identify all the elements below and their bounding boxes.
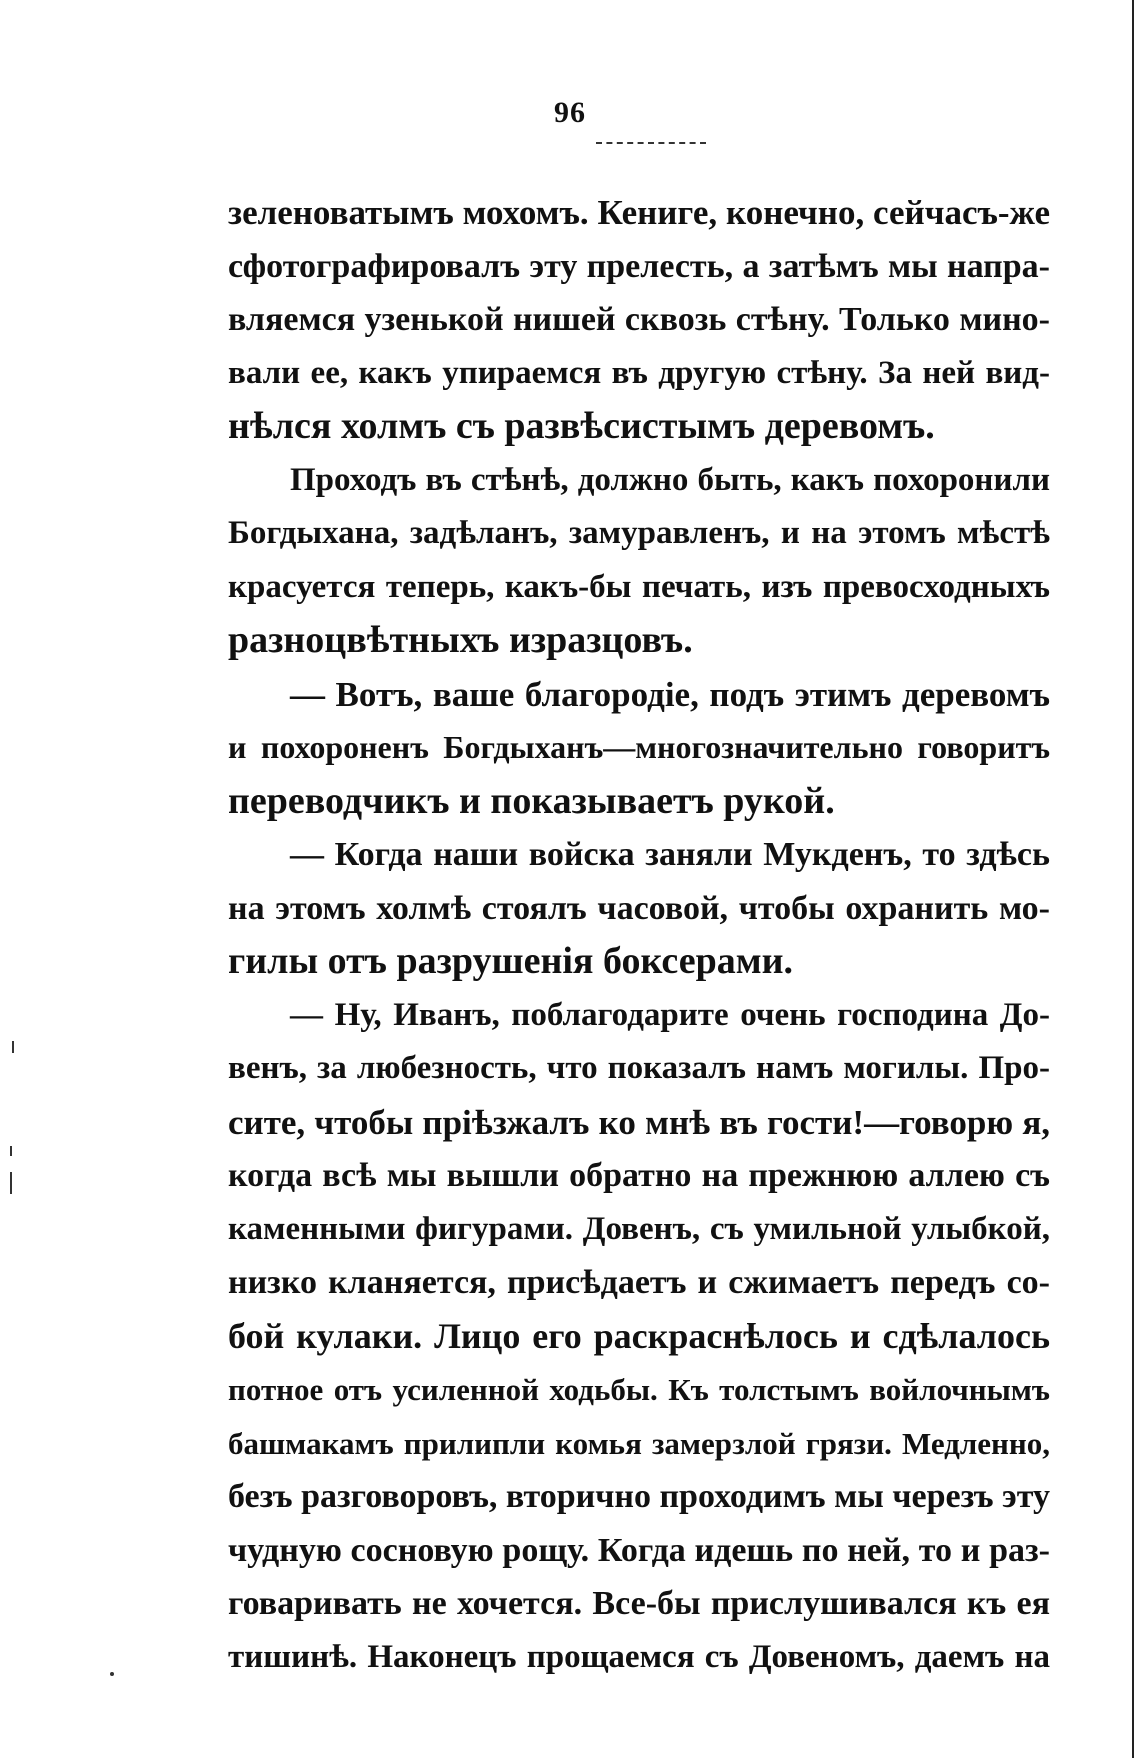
- text-line: вали ее, какъ упираемся въ другую стѣну. За ней вид-: [228, 354, 1050, 391]
- text-line: — Ну, Иванъ, поблагодарите очень господина До-: [290, 996, 1050, 1033]
- text-line: зеленоватымъ мохомъ. Кениге, конечно, сейчасъ-же: [228, 193, 1050, 232]
- text-line: башмакамъ прилипли комья замерзлой грязи. Медленно,: [228, 1425, 1050, 1461]
- text-line: на этомъ холмѣ стоялъ часовой, чтобы охранить мо-: [228, 889, 1050, 927]
- text-line: переводчикъ и показываетъ рукой.: [228, 779, 835, 822]
- margin-dot: [110, 1672, 114, 1676]
- text-line: Проходъ въ стѣнѣ, должно быть, какъ похоронили: [290, 461, 1050, 498]
- text-line: Богдыхана, задѣланъ, замуравленъ, и на этомъ мѣстѣ: [228, 515, 1050, 551]
- body-text: [228, 186, 1050, 1684]
- text-line: потное отъ усиленной ходьбы. Къ толстымъ войлочнымъ: [228, 1372, 1050, 1407]
- text-line: гилы отъ разрушенія боксерами.: [228, 940, 794, 982]
- page-number-rule: [596, 142, 706, 144]
- page-number: 96: [554, 96, 586, 129]
- text-line: сите, чтобы пріѣзжалъ ко мнѣ въ гости!—говорю я,: [228, 1102, 1050, 1142]
- text-line: когда всѣ мы вышли обратно на прежнюю аллею съ: [228, 1157, 1050, 1194]
- text-line: каменными фигурами. Довенъ, съ умильной улыбкой,: [228, 1210, 1050, 1247]
- text-line: красуется теперь, какъ-бы печать, изъ превосходныхъ: [228, 568, 1050, 605]
- text-line: — Когда наши войска заняли Мукденъ, то здѣсь: [290, 836, 1050, 873]
- text-line: нѣлся холмъ съ развѣсистымъ деревомъ.: [228, 405, 935, 447]
- text-line: бой кулаки. Лицо его раскраснѣлось и сдѣлалось: [228, 1315, 1050, 1356]
- text-line: чудную сосновую рощу. Когда идешь по ней, то и раз-: [228, 1531, 1050, 1569]
- text-line: говаривать не хочется. Все-бы прислушивался къ ея: [228, 1585, 1050, 1622]
- text-line: разноцвѣтныхъ изразцовъ.: [228, 619, 693, 661]
- margin-mark: [10, 1172, 12, 1194]
- margin-mark: [10, 1146, 12, 1156]
- margin-mark: [12, 1041, 14, 1053]
- text-line: тишинѣ. Наконецъ прощаемся съ Довеномъ, даемъ на: [228, 1638, 1050, 1675]
- text-line: низко кланяется, присѣдаетъ и сжимаетъ передъ со-: [228, 1264, 1050, 1301]
- page-edge-line: [1132, 0, 1134, 1758]
- text-line: — Вотъ, ваше благородіе, подъ этимъ деревомъ: [290, 674, 1050, 714]
- text-line: венъ, за любезность, что показалъ намъ могилы. Про-: [228, 1050, 1050, 1086]
- text-line: сфотографировалъ эту прелесть, а затѣмъ мы напра-: [228, 247, 1050, 285]
- text-line: безъ разговоровъ, вторично проходимъ мы черезъ эту: [228, 1478, 1050, 1515]
- text-line: и похороненъ Богдыханъ—многозначительно говоритъ: [228, 729, 1050, 765]
- text-line: вляемся узенькой нишей сквозь стѣну. Только мино-: [228, 301, 1050, 338]
